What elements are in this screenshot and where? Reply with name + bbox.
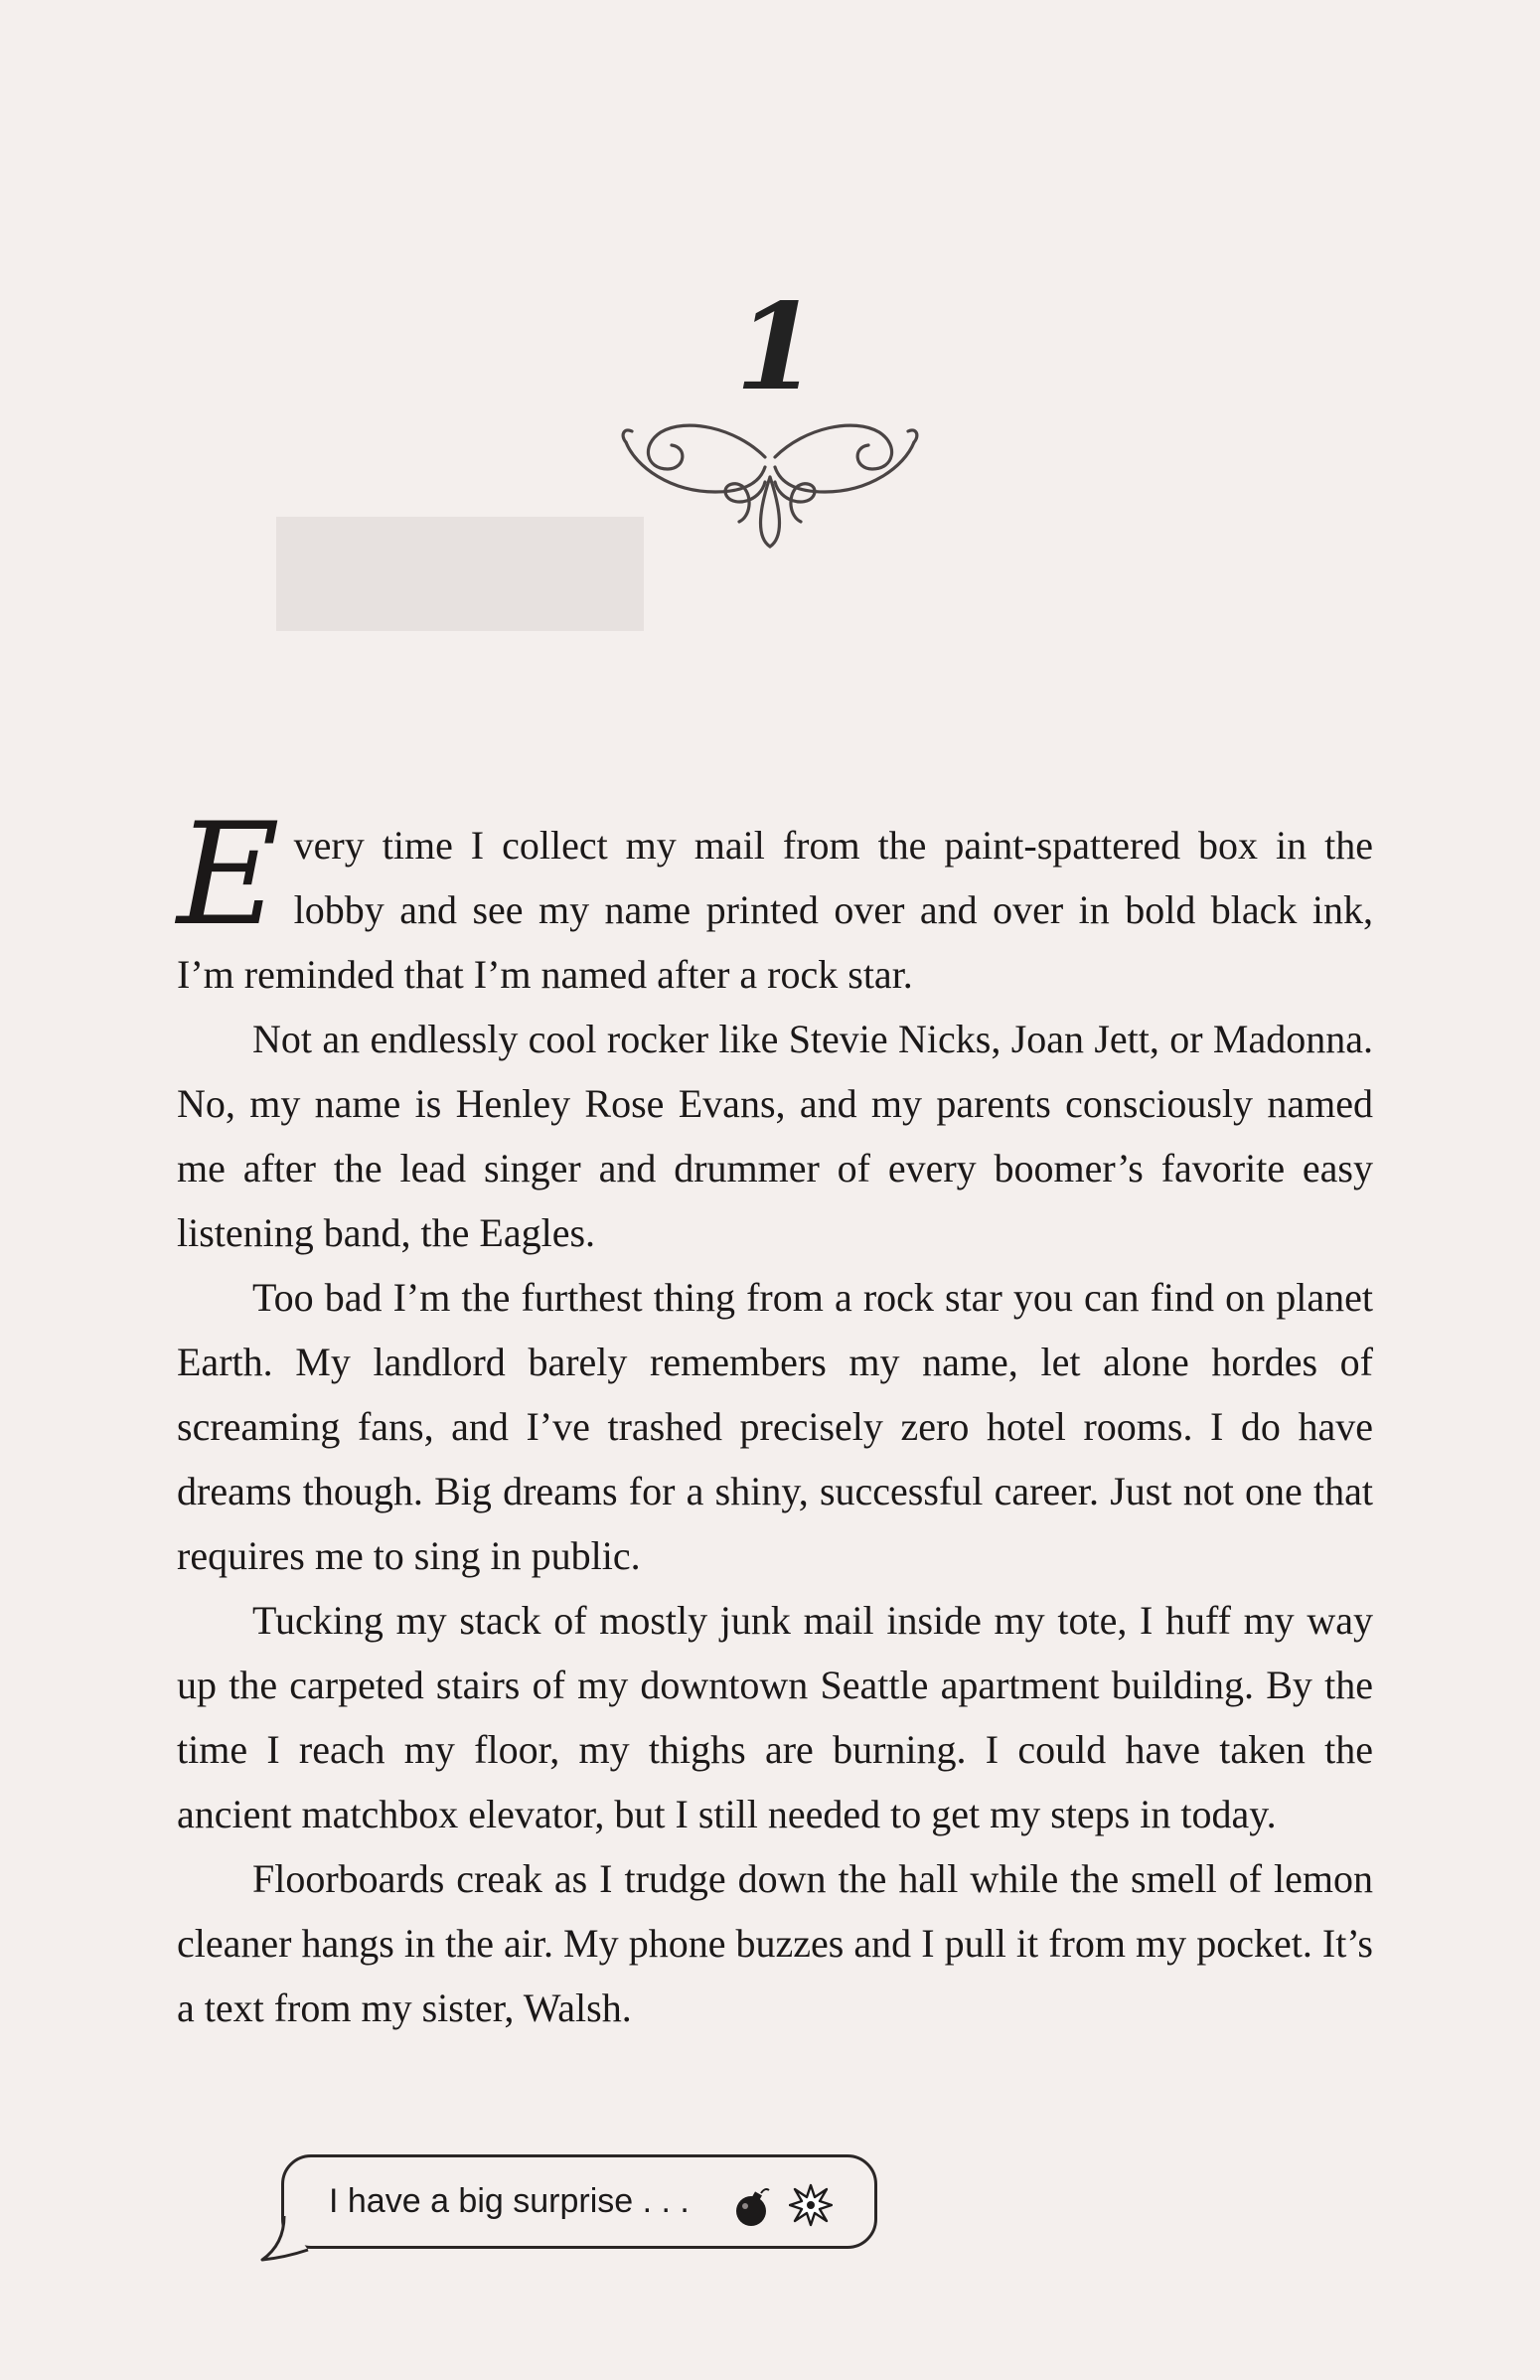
paragraph: Not an endlessly cool rocker like Stevie Nicks, Joan Jett, or Madonna. No, my name is Henley Rose Evans, and my parents consciously named me after the lead singer and drummer of every boomer’s favorite easy listening band, the Eagles. bbox=[177, 1017, 1373, 1255]
text-message-text: I have a big surprise . . . bbox=[329, 2182, 690, 2220]
paragraph: Too bad I’m the furthest thing from a rock star you can find on planet Earth. My landlord barely remembers my name, let alone hordes of screaming fans, and I’ve trashed precisely zero hotel rooms. I do have dreams though. Big dreams for a shiny, successful career. Just not one that requires me to sing in public. bbox=[177, 1275, 1373, 1578]
chapter-number: 1 bbox=[735, 277, 819, 417]
show-through-block bbox=[276, 517, 644, 631]
flourish-ornament-icon bbox=[616, 388, 924, 556]
paragraph bbox=[177, 793, 1373, 1007]
paragraph-text: very time I collect my mail from the paint-spattered box in the lobby and see my name printed over and over in bold black ink, I’m reminded that I’m named after a rock star. bbox=[177, 823, 1373, 997]
bubble-tail bbox=[260, 2214, 320, 2264]
paragraph: Tucking my stack of mostly junk mail inside my tote, I huff my way up the carpeted stairs of my downtown Seattle apartment building. By the time I reach my floor, my thighs are burning. I could have taken the ancient matchbox elevator, but I still needed to get my steps in today. bbox=[177, 1598, 1373, 1836]
paragraph: Floorboards creak as I trudge down the hall while the smell of lemon cleaner hangs in the air. My phone buzzes and I pull it from my pocket. It’s a text from my sister, Walsh. bbox=[177, 1856, 1373, 2030]
text-message-bubble bbox=[281, 2154, 877, 2249]
chapter-body bbox=[177, 793, 1373, 2040]
dropcap: E bbox=[177, 793, 280, 957]
burst-icon bbox=[789, 2183, 833, 2227]
bomb-icon bbox=[731, 2185, 775, 2229]
